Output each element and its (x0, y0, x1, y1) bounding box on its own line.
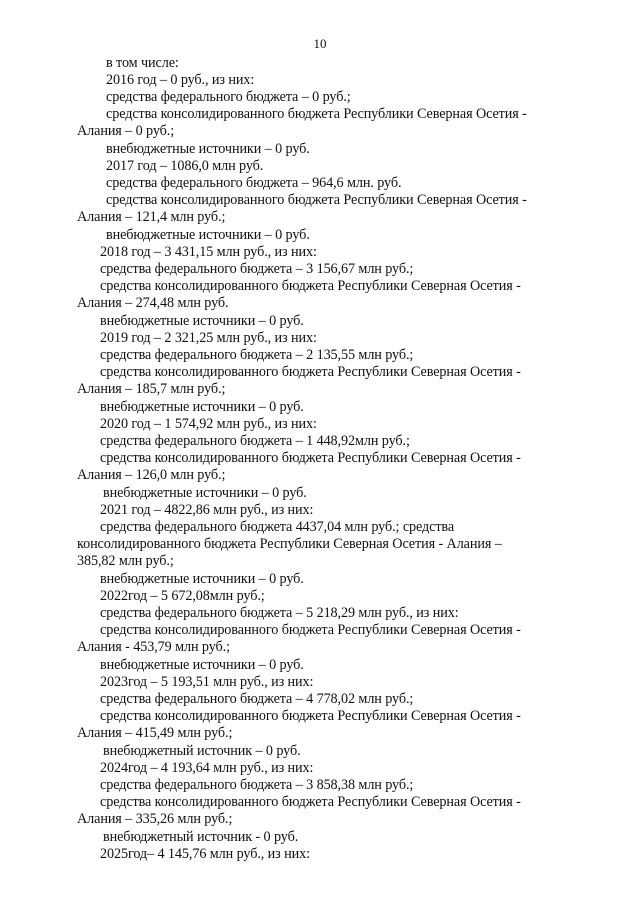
text-line: Алания - 453,79 млн руб.; (77, 639, 230, 655)
text-line: 2019 год – 2 321,25 млн руб., из них: (100, 330, 317, 346)
text-line: внебюджетные источники – 0 руб. (103, 485, 307, 501)
text-line: внебюджетный источник – 0 руб. (103, 743, 301, 759)
text-line: средства федерального бюджета – 0 руб.; (106, 89, 351, 105)
text-line: внебюджетные источники – 0 руб. (100, 313, 304, 329)
text-line: 385,82 млн руб.; (77, 553, 174, 569)
text-line: средства федерального бюджета – 1 448,92млн руб.; (100, 433, 410, 449)
text-line: консолидированного бюджета Республики Северная Осетия - Алания – (77, 536, 502, 552)
text-line: 2022год – 5 672,08млн руб.; (100, 588, 265, 604)
text-line: средства консолидированного бюджета Республики Северная Осетия - (100, 622, 521, 638)
text-line: Алания – 0 руб.; (77, 123, 175, 139)
text-line: средства федерального бюджета – 5 218,29 млн руб., из них: (100, 605, 459, 621)
text-line: 2021 год – 4822,86 млн руб., из них: (100, 502, 314, 518)
text-line: 2025год– 4 145,76 млн руб., из них: (100, 846, 310, 862)
page-number: 10 (313, 36, 327, 51)
text-line: 2016 год – 0 руб., из них: (106, 72, 255, 88)
text-line: средства консолидированного бюджета Республики Северная Осетия - (100, 278, 521, 294)
text-line: Алания – 121,4 млн руб.; (77, 209, 226, 225)
text-line: средства консолидированного бюджета Республики Северная Осетия - (100, 450, 521, 466)
text-line: средства федерального бюджета 4437,04 млн руб.; средства (100, 519, 455, 535)
text-line: средства консолидированного бюджета Республики Северная Осетия - (106, 192, 527, 208)
text-line: средства консолидированного бюджета Республики Северная Осетия - (100, 364, 521, 380)
text-line: 2024год – 4 193,64 млн руб., из них: (100, 760, 314, 776)
text-line: средства федерального бюджета – 2 135,55 млн руб.; (100, 347, 414, 363)
text-line: внебюджетный источник - 0 руб. (103, 829, 299, 845)
text-line: Алания – 126,0 млн руб.; (77, 467, 226, 483)
text-line: 2023год – 5 193,51 млн руб., из них: (100, 674, 314, 690)
text-line: 2020 год – 1 574,92 млн руб., из них: (100, 416, 317, 432)
text-line: средства федерального бюджета – 3 156,67 млн руб.; (100, 261, 414, 277)
text-line: в том числе: (106, 55, 179, 71)
text-line: Алания – 185,7 млн руб.; (77, 381, 226, 397)
text-line: внебюджетные источники – 0 руб. (106, 227, 310, 243)
text-line: внебюджетные источники – 0 руб. (100, 657, 304, 673)
text-line: средства консолидированного бюджета Республики Северная Осетия - (106, 106, 527, 122)
text-line: средства консолидированного бюджета Республики Северная Осетия - (100, 708, 521, 724)
text-line: 2018 год – 3 431,15 млн руб., из них: (100, 244, 317, 260)
text-line: Алания – 415,49 млн руб.; (77, 725, 233, 741)
text-line: Алания – 335,26 млн руб.; (77, 811, 233, 827)
text-line: внебюджетные источники – 0 руб. (106, 141, 310, 157)
text-line: средства федерального бюджета – 964,6 млн. руб. (106, 175, 402, 191)
text-line: средства консолидированного бюджета Республики Северная Осетия - (100, 794, 521, 810)
text-line: внебюджетные источники – 0 руб. (100, 571, 304, 587)
text-line: средства федерального бюджета – 4 778,02 млн руб.; (100, 691, 414, 707)
text-line: средства федерального бюджета – 3 858,38 млн руб.; (100, 777, 414, 793)
text-line: внебюджетные источники – 0 руб. (100, 399, 304, 415)
text-line: 2017 год – 1086,0 млн руб. (106, 158, 264, 174)
text-line: Алания – 274,48 млн руб. (77, 295, 229, 311)
